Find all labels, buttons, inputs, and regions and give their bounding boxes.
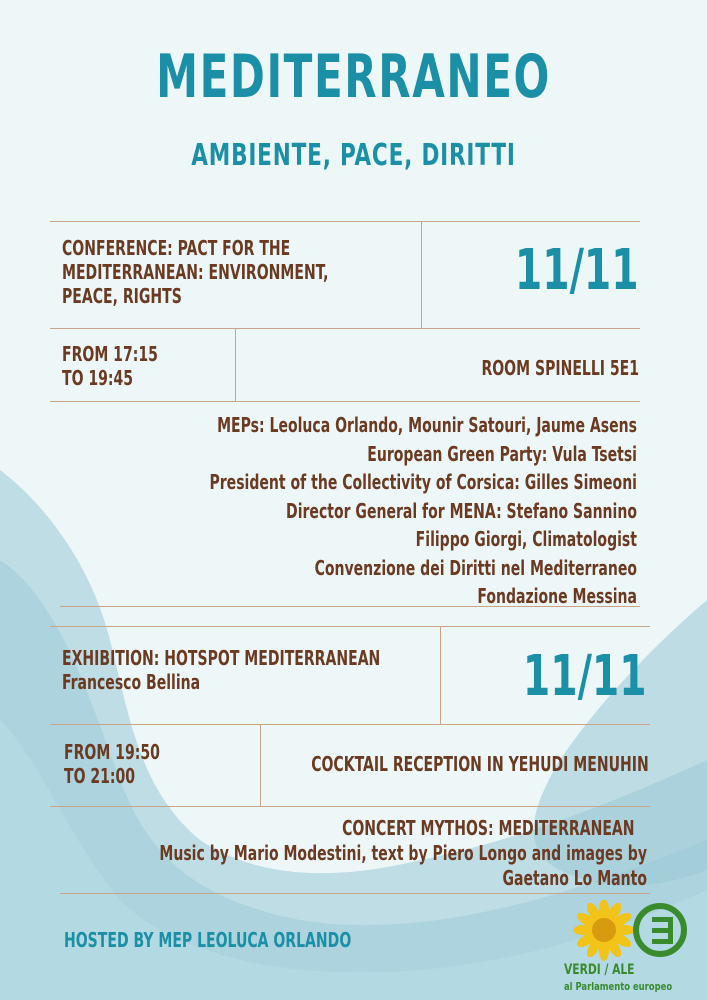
concert-line: Music by Mario Modestini, text by Piero Longo and images by bbox=[159, 841, 647, 865]
logo-name: VERDI / ALE bbox=[564, 962, 635, 978]
page-subtitle: AMBIENTE, PACE, DIRITTI bbox=[191, 138, 516, 173]
speaker-line: Filippo Giorgi, Climatologist bbox=[415, 527, 637, 551]
event2-date: 11/11 bbox=[523, 644, 647, 709]
divider bbox=[260, 724, 261, 806]
divider bbox=[50, 401, 640, 402]
event1-time-line: FROM 17:15 bbox=[62, 342, 158, 366]
event1-title bbox=[62, 236, 374, 308]
speaker-line: Convenzione dei Diritti nel Mediterraneo bbox=[314, 555, 637, 580]
hosted-by: HOSTED BY MEP LEOLUCA ORLANDO bbox=[64, 928, 352, 952]
event2-title bbox=[62, 646, 413, 694]
divider bbox=[235, 328, 236, 401]
event1-room: ROOM SPINELLI 5E1 bbox=[481, 356, 639, 380]
event1-time-line: TO 19:45 bbox=[62, 366, 134, 390]
speaker-line: President of the Collectivity of Corsica: Gilles Simeoni bbox=[209, 470, 637, 494]
page-title: MEDITERRANEO bbox=[156, 42, 551, 112]
event2-title-line: EXHIBITION: HOTSPOT MEDITERRANEAN bbox=[62, 646, 381, 670]
divider bbox=[50, 626, 650, 627]
divider bbox=[60, 893, 650, 894]
event1-time bbox=[62, 342, 234, 390]
logo-subtitle: al Parlamento europeo bbox=[564, 980, 673, 993]
speaker-line: European Green Party: Vula Tsetsi bbox=[367, 441, 637, 466]
event1-title-line: MEDITERRANEAN: ENVIRONMENT, bbox=[62, 260, 329, 284]
speaker-line: Fondazione Messina bbox=[477, 584, 637, 608]
divider bbox=[421, 221, 422, 328]
sunflower-logo-icon bbox=[560, 900, 700, 964]
event1-speakers bbox=[169, 411, 637, 611]
event1-title-line: PEACE, RIGHTS bbox=[62, 284, 182, 308]
divider bbox=[440, 626, 441, 724]
concert-line: CONCERT MYTHOS: MEDITERRANEAN bbox=[342, 816, 635, 840]
speaker-line: MEPs: Leoluca Orlando, Mounir Satouri, Jaume Asens bbox=[217, 413, 637, 437]
event2-time-line: TO 21:00 bbox=[64, 764, 136, 788]
event2-room: COCKTAIL RECEPTION IN YEHUDI MENUHIN bbox=[311, 752, 649, 776]
event2-title-line: Francesco Bellina bbox=[62, 670, 201, 694]
concert-line: Gaetano Lo Manto bbox=[502, 866, 647, 890]
event1-date: 11/11 bbox=[515, 238, 639, 303]
event2-concert bbox=[101, 816, 647, 891]
verdi-ale-logo bbox=[560, 900, 700, 996]
event2-time bbox=[64, 740, 236, 788]
event1-title-line: CONFERENCE: PACT FOR THE bbox=[62, 236, 291, 260]
divider bbox=[50, 328, 640, 329]
event2-time-line: FROM 19:50 bbox=[64, 740, 160, 764]
divider bbox=[50, 221, 640, 222]
speaker-line: Director General for MENA: Stefano Sannino bbox=[286, 498, 637, 523]
divider bbox=[50, 806, 650, 807]
divider bbox=[50, 724, 650, 725]
